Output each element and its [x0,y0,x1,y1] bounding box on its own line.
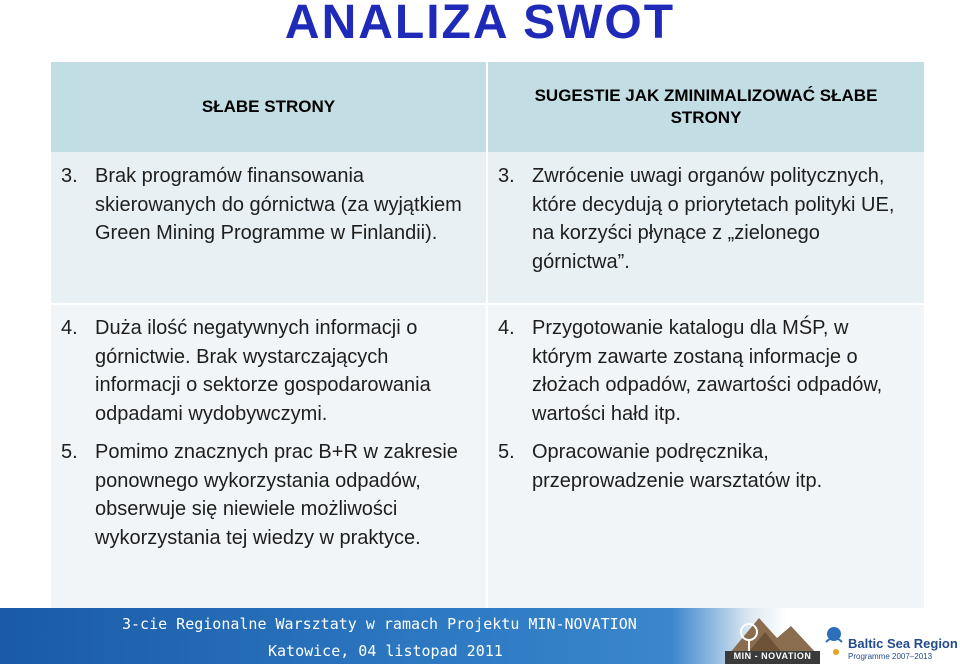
list-item [488,152,924,276]
suggestion-cell [487,304,925,608]
footer-bar [0,608,960,664]
item-text: Opracowanie podręcznika, przeprowadzenie warsztatów itp. [532,441,823,492]
suggestion-cell [487,152,925,304]
list-item [488,428,924,495]
item-text: Pomimo znacznych prac B+R w zakresie ponownego wykorzystania odpadów, obserwuje się niewiele możliwości wykorzystania tej wiedzy w praktyce. [95,441,458,549]
list-item [51,152,486,248]
item-number: 4. [498,317,515,339]
list-item [51,428,486,552]
baltic-logo-name: Baltic Sea Region [848,636,958,651]
item-text: Przygotowanie katalogu dla MŚP, w którym zawarte zostaną informacje o złożach odpadów, zawartości odpadów, wartości hałd itp. [532,317,883,425]
item-number: 3. [498,165,515,187]
header-suggestions: SUGESTIE JAK ZMINIMALIZOWAĆ SŁABE STRONY [487,62,925,152]
item-number: 4. [61,317,78,339]
table-row [51,152,925,304]
item-number: 5. [61,441,78,463]
list-item [488,305,924,428]
table-row [51,304,925,608]
item-number: 3. [61,165,78,187]
footer-date: Katowice, 04 listopad 2011 [268,642,503,660]
swot-table [51,62,926,608]
header-weaknesses: SŁABE STRONY [51,62,487,152]
baltic-logo-subtitle: Programme 2007–2013 [848,652,933,661]
item-text: Brak programów finansowania skierowanych do górnictwa (za wyjątkiem Green Mining Programme w Finlandii). [95,165,462,244]
min-novation-logo-text: MIN - NOVATION [733,651,812,661]
weakness-cell [51,152,487,304]
list-item [51,305,486,428]
item-text: Zwrócenie uwagi organów politycznych, które decydują o priorytetach polityki UE, na korzyści płynące z „zielonego górnictwa”. [532,165,895,273]
item-text: Duża ilość negatywnych informacji o górnictwie. Brak wystarczających informacji o sektorze gospodarowania odpadami wydobywczymi. [95,317,431,425]
footer-event-title: 3-cie Regionalne Warsztaty w ramach Projektu MIN-NOVATION [122,615,637,633]
page-title: ANALIZA SWOT [284,0,676,49]
item-number: 5. [498,441,515,463]
weakness-cell [51,304,487,608]
